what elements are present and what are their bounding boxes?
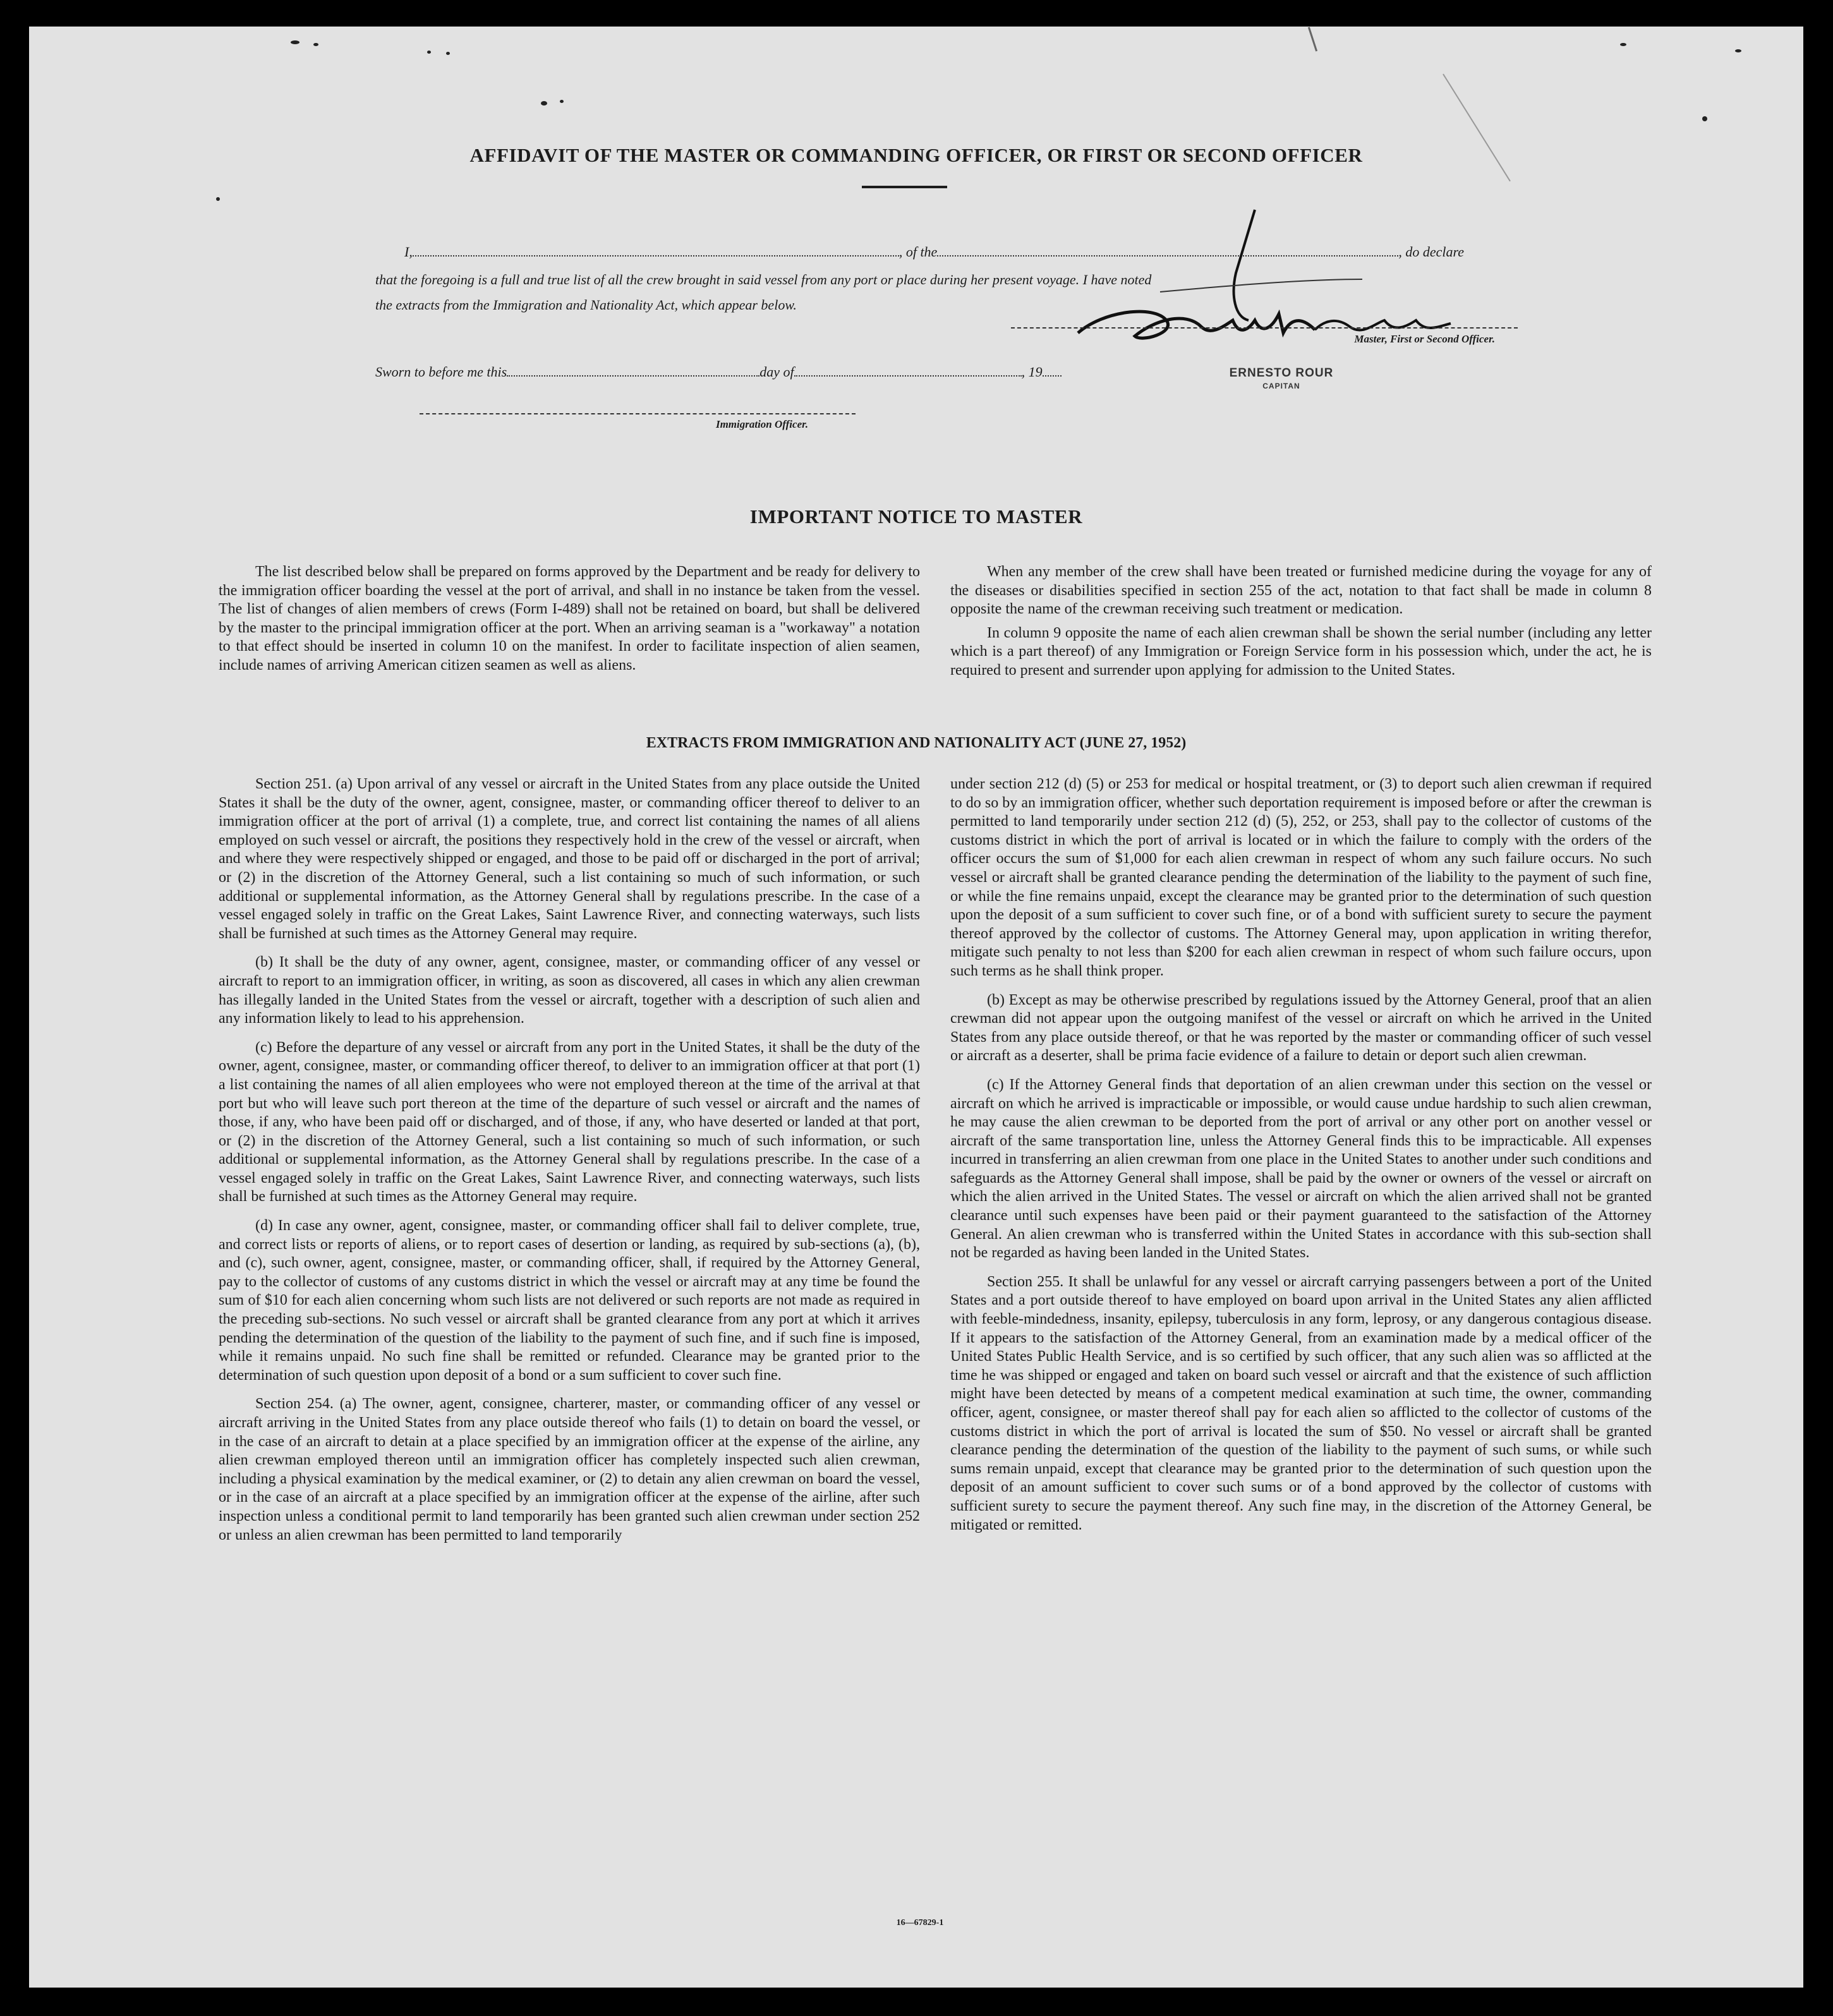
captain-stamp-name: ERNESTO ROUR: [1229, 366, 1334, 380]
month-blank: [794, 364, 1022, 377]
scan-speck: [291, 40, 299, 44]
section-paragraph: (c) Before the departure of any vessel or aircraft from any port in the United States, it shall be the duty of the owner, agent, consignee, master, or commanding officer thereof, to deliver to an immigration officer at that port (1) a list containing the names of all alien employees who were not employed thereon at the time of the arrival at that port but who will leave such port thereon at the time of the departure of such vessel or aircraft and the names of those, if any, who have been paid off or discharged, and of those, if any, who have deserted or landed at that port, or (2) in the discretion of the Attorney General, such a list containing so much of such information, or such additional or supplemental information, as the Attorney General shall by regulations prescribe. In the case of a vessel engaged solely in traffic on the Great Lakes, Saint Lawrence River, and connecting waterways, such lists shall be furnished at such times as the Attorney General may require.: [219, 1039, 920, 1205]
extracts-left-column: [219, 775, 920, 1555]
notice-title: IMPORTANT NOTICE TO MASTER: [749, 505, 1083, 528]
notice-paragraph: In column 9 opposite the name of each alien crewman shall be shown the serial number (including any letter which is a part thereof) of any Immigration or Foreign Service form in his possession which, under the act, he is required to present and surrender upon applying for admission to the United States.: [950, 624, 1652, 679]
declaration-line-2: that the foregoing is a full and true list of all the crew brought in said vessel from any port or place during her present voyage. I have noted: [375, 272, 1152, 287]
title-rule: [862, 186, 947, 188]
section-paragraph: (b) It shall be the duty of any owner, agent, consignee, master, or commanding officer of any vessel or aircraft to report to an immigration officer, in writing, as soon as discovered, all cases in which any alien crewman has illegally landed in the United States from the vessel or aircraft, together with a description of such alien and any information likely to lead to his apprehension.: [219, 954, 920, 1027]
name-blank: [413, 244, 899, 257]
notice-paragraph: When any member of the crew shall have been treated or furnished medicine during the voyage for any of the diseases or disabilities specified in section 255 of the act, notation to that fact shall be made in column 8 opposite the name of the crewman receiving such treatment or medication.: [950, 564, 1652, 618]
day-blank: [507, 364, 759, 377]
declaration-line-3: the extracts from the Immigration and Nationality Act, which appear below.: [375, 297, 797, 313]
notice-paragraph: The list described below shall be prepared on forms approved by the Department and be ready for delivery to the immigration officer boarding the vessel at the port of arrival, and shall in no instance be taken from the vessel. The list of changes of alien members of crews (Form I-489) shall not be retained on board, but shall be delivered by the master to the principal immigration officer at the port. When an arriving seaman is a "workaway" a notation to that effect should be inserted in column 10 on the manifest. In order to facilitate inspection of alien seamen, include names of arriving American citizen seamen as well as aliens.: [219, 564, 920, 673]
notice-right-column: [950, 563, 1652, 691]
affidavit-title: AFFIDAVIT OF THE MASTER OR COMMANDING OFFICER, OR FIRST OR SECOND OFFICER: [469, 144, 1363, 166]
officer-signature-line: [420, 413, 856, 414]
day-of-label: day of: [759, 364, 794, 380]
signature-graphic: [1065, 184, 1495, 374]
scan-speck: [427, 51, 431, 54]
signer-caption: Master, First or Second Officer.: [1354, 333, 1495, 345]
scan-speck: [1735, 49, 1741, 52]
extracts-right-column: [950, 775, 1652, 1545]
section-paragraph: Section 254. (a) The owner, agent, consignee, charterer, master, or commanding officer of any vessel or aircraft arriving in the United States from any place outside thereof who fails (1) to detain on board the vessel, or in the case of an aircraft to detain at a place specified by an immigration officer at the expense of the airline, any alien crewman employed thereon until an immigration officer has completely inspected such alien crewman, including a physical examination by the medical examiner, or (2) to detain any alien crewman on board the vessel, or in the case of an aircraft at a place specified by an immigration officer at the expense of the airline, after such inspection unless a conditional permit to land temporarily has been granted such alien crewman under section 252 or unless an alien crewman has been permitted to land temporarily: [219, 1396, 920, 1543]
scan-speck: [541, 101, 547, 106]
section-paragraph: (b) Except as may be otherwise prescribed by regulations issued by the Attorney General, proof that an alien crewman did not appear upon the outgoing manifest of the vessel or aircraft on which he arrived in the United States from any place outside thereof, or that he was reported by the master or commanding officer of such vessel or aircraft as a deserter, shall be prima facie evidence of a failure to detain or deport such alien crewman.: [950, 991, 1652, 1065]
officer-caption: Immigration Officer.: [715, 418, 809, 430]
captain-stamp-title: CAPITAN: [1262, 382, 1300, 390]
section-paragraph: Section 255. It shall be unlawful for any vessel or aircraft carrying passengers between a port of the United States and a port outside thereof to have employed on board upon arrival in the United States any alien afflicted with feeble-mindedness, insanity, epilepsy, tuberculosis in any form, leprosy, or any dangerous contagious disease. If it appears to the satisfaction of the Attorney General, from an examination made by a medical officer of the United States Public Health Service, and is so certified by such officer, that any such alien was so afflicted at the time he was shipped or engaged and taken on board such vessel or aircraft and that the existence of such affliction might have been detected by means of a competent medical examination at such time, the owner, commanding officer, agent, consignee, or master thereof shall pay for each alien so afflicted to the collector of customs of the customs district in which the port of arrival is located the sum of $50. No vessel or aircraft shall be granted clearance pending the determination of the question of the liability to the payment of such sums, or while such sums remain unpaid, except that clearance may be granted prior to the determination of such question upon the deposit of an amount sufficient to cover such sums or of a bond approved by the collector of customs with sufficient surety to secure the payment thereof. Any such fine may, in the discretion of the Attorney General, be mitigated or remitted.: [950, 1273, 1652, 1533]
scan-speck: [1620, 43, 1626, 46]
form-number: 16—67829-1: [896, 1918, 944, 1928]
scan-speck: [560, 100, 564, 103]
scan-speck: [1702, 116, 1707, 121]
notice-left-column: [219, 563, 920, 685]
section-paragraph: under section 212 (d) (5) or 253 for medical or hospital treatment, or (3) to deport such alien crewman if required to do so by an immigration officer, whether such deportation requirement is imposed before or after the crewman is permitted to land temporarily under section 212 (d) (5), 252, or 253, shall pay to the collector of customs of the customs district in which the port of arrival is located or in which the failure to comply with the orders of the officer occurs the sum of $1,000 for each alien crewman in respect of whom any such failure occurs. No such vessel or aircraft shall be granted clearance pending the determination of the liability to the payment of such fine, or while the fine remains unpaid, except the clearance may be granted prior to the determination of such question upon the deposit of a sum sufficient to cover such fine, or of a bond with sufficient surety to secure the payment thereof approved by the collector of customs. The Attorney General may, upon application in writing therefor, mitigate such penalty to not less than $200 for each alien crewman in respect of whom such failure occurs, upon such terms as he shall think proper.: [950, 776, 1652, 979]
signature-line: [1011, 327, 1518, 329]
year-prefix: , 19: [1021, 364, 1043, 380]
extracts-title: EXTRACTS FROM IMMIGRATION AND NATIONALITY ACT (JUNE 27, 1952): [646, 735, 1187, 751]
do-declare-label: , do declare: [1398, 244, 1464, 260]
scan-speck: [313, 43, 318, 46]
sworn-label: Sworn to before me this: [375, 364, 507, 380]
year-blank: [1043, 364, 1062, 377]
scan-mark: [1308, 27, 1317, 52]
section-paragraph: (d) In case any owner, agent, consignee, master, or commanding officer shall fail to deliver complete, true, and correct lists or reports of aliens, or to report cases of desertion or landing, as required by sub-sections (a), (b), and (c), such owner, agent, consignee, master, or commanding officer, shall, if required by the Attorney General, pay to the collector of customs of any customs district in which the vessel or aircraft may at any time be found the sum of $10 for each alien concerning whom such lists are not delivered or such reports are not made as required in the preceding sub-sections. No such vessel or aircraft shall be granted clearance from any port at which it arrives pending the determination of the question of the liability to the payment of such fine, and if such fine is imposed, while it remains unpaid. No such fine shall be remitted or refunded. Clearance may be granted prior to the determination of such question upon deposit of a bond or a sum sufficient to cover such fine.: [219, 1217, 920, 1384]
sworn-line: [375, 363, 1197, 382]
section-paragraph: Section 251. (a) Upon arrival of any vessel or aircraft in the United States from any place outside the United States it shall be the duty of the owner, agent, consignee, master, or commanding officer thereof to deliver to an immigration officer at the port of arrival (1) a complete, true, and correct list containing the names of all aliens employed on such vessel or aircraft, the positions they respectively hold in the crew of the vessel or aircraft, when and where they were respectively shipped or engaged, and those to be paid off or discharged in the port of arrival; or (2) in the discretion of the Attorney General, such a list containing so much of such information, or such additional or supplemental information, as the Attorney General shall by regulations prescribe. In the case of a vessel engaged solely in traffic on the Great Lakes, Saint Lawrence River, and connecting waterways, such lists shall be furnished at such times as the Attorney General may require.: [219, 776, 920, 942]
document-page: [29, 27, 1803, 1988]
section-paragraph: (c) If the Attorney General finds that deportation of an alien crewman under this section on the vessel or aircraft on which he arrived is impracticable or impossible, or would cause undue hardship to such alien crewman, he may cause the alien crewman to be deported from the port of arrival or any other port on another vessel or aircraft of the same transportation line, unless the Attorney General finds this to be impracticable. All expenses incurred in transferring an alien crewman from one place in the United States to another under such conditions and safeguards as the Attorney General shall impose, shall be paid by the owner or owners of the vessel or aircraft on which the alien arrived in the United States. The vessel or aircraft on which the alien arrived shall not be granted clearance until such expenses have been paid or their payment guaranteed to the satisfaction of the Attorney General. An alien crewman who is transferred within the United States in accordance with this sub-section shall not be regarded as having been landed in the United States.: [950, 1076, 1652, 1262]
scan-speck: [216, 197, 220, 201]
of-the-label: , of the: [898, 244, 938, 260]
i-label: I,: [404, 244, 413, 260]
scan-speck: [446, 52, 450, 55]
